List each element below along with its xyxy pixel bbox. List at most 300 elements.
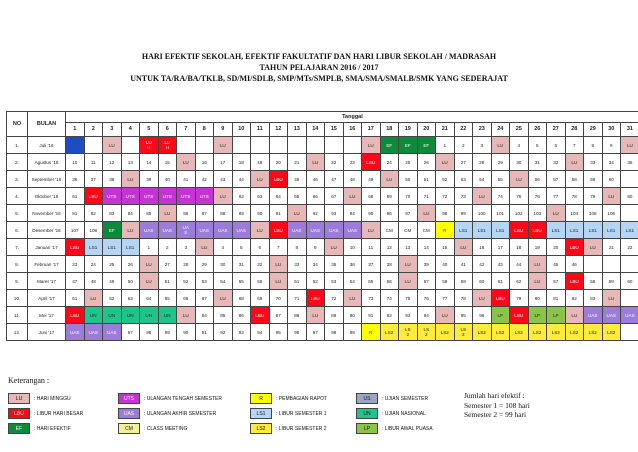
day-cell: 44 — [232, 171, 251, 188]
day-cell: EF — [417, 137, 436, 154]
day-cell: 40 — [158, 171, 177, 188]
day-cell: 106 — [602, 205, 621, 222]
day-cell: 2 — [454, 137, 473, 154]
day-cell: LU — [621, 137, 638, 154]
day-header: 4 — [121, 123, 140, 137]
day-cell: 19 — [528, 239, 547, 256]
day-cell: LS1 — [584, 222, 603, 239]
day-cell: 82 — [565, 290, 584, 307]
day-cell: UAS — [306, 222, 325, 239]
day-cell: 3 — [177, 239, 196, 256]
day-cell: UTS — [103, 188, 122, 205]
day-cell: 7 — [269, 239, 288, 256]
day-cell: EF — [103, 222, 122, 239]
day-cell: LU — [158, 205, 177, 222]
day-header: 9 — [214, 123, 233, 137]
day-cell: LU — [528, 256, 547, 273]
day-cell: 28 — [473, 154, 492, 171]
day-cell: 20 — [269, 154, 288, 171]
day-cell: LU — [325, 239, 344, 256]
day-cell: UAS — [343, 222, 362, 239]
day-cell: 75 — [399, 290, 418, 307]
day-cell: 58 — [565, 171, 584, 188]
day-cell: CM — [380, 222, 399, 239]
day-cell: LU — [214, 137, 233, 154]
table-row — [7, 188, 638, 205]
day-cell: 26 — [121, 256, 140, 273]
day-cell: 63 — [251, 188, 270, 205]
day-cell: 35 — [325, 256, 344, 273]
day-cell: 38 — [103, 171, 122, 188]
legend-item — [118, 423, 187, 434]
legend-swatch: UTS — [118, 393, 140, 404]
day-cell — [584, 256, 603, 273]
day-header: 24 — [491, 123, 510, 137]
day-cell: 60 — [602, 171, 621, 188]
day-cell: UN — [158, 307, 177, 324]
day-cell: LBU — [66, 239, 85, 256]
header-no: NO — [7, 112, 28, 137]
day-cell: 22 — [325, 154, 344, 171]
day-cell: LU — [251, 222, 270, 239]
day-header: 31 — [621, 123, 638, 137]
day-cell: 28 — [177, 256, 196, 273]
legend-swatch: LP — [356, 423, 378, 434]
day-cell: LU — [140, 273, 159, 290]
day-cell: 51 — [417, 171, 436, 188]
day-cell: LS2 — [602, 324, 621, 341]
day-cell — [621, 256, 638, 273]
month-name: Oktober '16 — [28, 188, 66, 205]
month-name: November '16 — [28, 205, 66, 222]
day-header: 6 — [158, 123, 177, 137]
day-header: 26 — [528, 123, 547, 137]
day-cell: 95 — [269, 324, 288, 341]
month-name: Agustus '16 — [28, 154, 66, 171]
legend-item — [356, 423, 433, 434]
day-cell: 9 — [602, 137, 621, 154]
day-cell: LS2 — [473, 324, 492, 341]
day-cell: LS1 — [491, 222, 510, 239]
row-number: 3. — [7, 171, 28, 188]
day-cell: R — [362, 324, 381, 341]
legend-swatch: UAS — [118, 408, 140, 419]
day-cell: 98 — [140, 324, 159, 341]
title-line-3: UNTUK TA/RA/BA/TKLB, SD/MI/SDLB, SMP/MTs/SMPLB, SMA/SMA/SMALB/SMK YANG SEDERAJAT — [130, 74, 508, 83]
day-cell: 31 — [528, 154, 547, 171]
day-cell: 46 — [306, 171, 325, 188]
summary-semester-2: Semester 2 = 99 hari — [464, 410, 527, 419]
day-cell — [602, 256, 621, 273]
day-cell: 79 — [510, 290, 529, 307]
day-cell: 4 — [214, 239, 233, 256]
day-cell: 52 — [306, 273, 325, 290]
legend-label: : PEMBAGIAN RAPOT — [276, 395, 328, 402]
day-cell: 27 — [158, 256, 177, 273]
day-cell: 11 — [84, 154, 103, 171]
day-cell: 48 — [343, 171, 362, 188]
day-cell: UAS — [288, 222, 307, 239]
day-cell: 29 — [491, 154, 510, 171]
legend-swatch: US — [356, 393, 378, 404]
day-cell: UTS — [140, 188, 159, 205]
day-cell: 58 — [584, 273, 603, 290]
table-row — [7, 154, 638, 171]
day-cell: 94 — [417, 307, 436, 324]
day-cell — [177, 137, 196, 154]
day-header: 2 — [84, 123, 103, 137]
day-cell: LS1 — [103, 239, 122, 256]
legend-item — [8, 408, 83, 419]
day-cell: 83 — [584, 290, 603, 307]
day-cell: 108 — [84, 222, 103, 239]
row-number: 8. — [7, 256, 28, 273]
day-cell: 86 — [232, 307, 251, 324]
day-cell: UAS — [103, 324, 122, 341]
day-header: 17 — [362, 123, 381, 137]
day-cell: LU — [528, 273, 547, 290]
day-cell: 65 — [158, 290, 177, 307]
day-cell: 3 — [473, 137, 492, 154]
day-cell: 54 — [343, 273, 362, 290]
legend-item — [118, 393, 222, 404]
day-cell — [121, 137, 140, 154]
day-cell: 6 — [251, 239, 270, 256]
day-cell: 84 — [195, 307, 214, 324]
day-header: 8 — [195, 123, 214, 137]
day-cell: 47 — [325, 171, 344, 188]
day-cell: LS2 — [436, 324, 455, 341]
day-cell: 43 — [214, 171, 233, 188]
day-cell: LU — [399, 256, 418, 273]
day-cell: LS1 — [547, 222, 566, 239]
day-cell: LU — [436, 154, 455, 171]
day-cell: LU — [454, 239, 473, 256]
day-cell: 42 — [473, 256, 492, 273]
day-cell: LS1 — [473, 222, 492, 239]
legend-label: : UJIAN SEMESTER — [382, 395, 429, 402]
day-cell: LU — [602, 290, 621, 307]
day-cell: 69 — [380, 188, 399, 205]
legend-swatch: LBU — [8, 408, 30, 419]
day-cell: 45 — [547, 256, 566, 273]
day-cell: LU — [362, 137, 381, 154]
day-cell: 63 — [121, 290, 140, 307]
day-cell: LU — [84, 290, 103, 307]
day-cell: 76 — [528, 188, 547, 205]
day-cell: 53 — [454, 171, 473, 188]
day-cell: UAS — [602, 307, 621, 324]
day-cell — [621, 171, 638, 188]
day-cell: 17 — [214, 154, 233, 171]
day-cell: 51 — [158, 273, 177, 290]
day-cell: 85 — [140, 205, 159, 222]
day-header: 29 — [584, 123, 603, 137]
day-cell: 57 — [547, 273, 566, 290]
day-header: 1 — [66, 123, 85, 137]
legend-label: : ULANGAN TENGAH SEMESTER — [144, 395, 222, 402]
day-cell: 53 — [195, 273, 214, 290]
day-cell: 66 — [177, 290, 196, 307]
day-cell: 12 — [103, 154, 122, 171]
day-cell: 70 — [269, 290, 288, 307]
day-cell: 96 — [473, 307, 492, 324]
row-number: 2. — [7, 154, 28, 171]
day-cell: 4 — [510, 137, 529, 154]
day-header: 19 — [399, 123, 418, 137]
day-cell: LP — [547, 307, 566, 324]
day-cell: 99 — [454, 205, 473, 222]
day-cell: LU — [177, 154, 196, 171]
day-cell: 81 — [547, 290, 566, 307]
day-cell: 55 — [491, 171, 510, 188]
day-cell: 59 — [454, 273, 473, 290]
day-cell — [195, 137, 214, 154]
day-cell: 12 — [380, 239, 399, 256]
day-cell: 107 — [66, 222, 85, 239]
day-cell: 93 — [399, 307, 418, 324]
day-cell: UAS — [66, 324, 85, 341]
day-cell: LU — [269, 256, 288, 273]
day-cell: 90 — [343, 307, 362, 324]
day-cell: UAS — [232, 222, 251, 239]
day-cell: 87 — [269, 307, 288, 324]
day-cell — [251, 137, 270, 154]
day-cell: 32 — [547, 154, 566, 171]
day-cell: LBU — [66, 307, 85, 324]
day-cell: LS2 — [491, 324, 510, 341]
header-bulan: BULAN — [28, 112, 66, 137]
day-cell: LU — [510, 171, 529, 188]
title-line-2: TAHUN PELAJARAN 2016 / 2017 — [259, 63, 379, 72]
day-cell: 99 — [158, 324, 177, 341]
day-cell: UN — [84, 307, 103, 324]
day-cell: 34 — [306, 256, 325, 273]
day-cell: 101 — [491, 205, 510, 222]
day-cell: LS1 — [565, 222, 584, 239]
day-cell: 86 — [177, 205, 196, 222]
day-cell: LU — [140, 256, 159, 273]
day-cell: 93 — [325, 205, 344, 222]
day-cell: LBU — [565, 273, 584, 290]
legend-item — [356, 408, 426, 419]
month-name: Desember '16 — [28, 222, 66, 239]
day-cell — [343, 137, 362, 154]
month-name: Maret '17 — [28, 273, 66, 290]
day-cell: LP — [491, 307, 510, 324]
day-cell: CM — [417, 222, 436, 239]
day-cell: LS2 — [547, 324, 566, 341]
day-cell: LBU — [251, 307, 270, 324]
legend-swatch: LS2 — [250, 423, 272, 434]
table-row — [7, 222, 638, 239]
day-cell: 46 — [565, 256, 584, 273]
day-cell: 37 — [362, 256, 381, 273]
day-cell: 61 — [66, 188, 85, 205]
day-cell: 41 — [454, 256, 473, 273]
day-cell: 91 — [195, 324, 214, 341]
day-cell: LS1 — [602, 222, 621, 239]
day-cell: LU — [251, 171, 270, 188]
legend-label: : LIBUR HARI BESAR — [34, 410, 84, 417]
day-cell: LU — [362, 222, 381, 239]
day-cell: 57 — [417, 273, 436, 290]
summary-semester-1: Semester 1 = 108 hari — [464, 400, 530, 410]
table-row — [7, 290, 638, 307]
day-cell: 69 — [251, 290, 270, 307]
day-cell: 80 — [528, 290, 547, 307]
day-cell: 103 — [528, 205, 547, 222]
day-header: 30 — [602, 123, 621, 137]
day-cell: LU — [343, 188, 362, 205]
day-cell: 77 — [436, 290, 455, 307]
day-cell: 67 — [325, 188, 344, 205]
row-number: 10. — [7, 290, 28, 307]
day-cell: LS1 — [84, 239, 103, 256]
day-cell: LP — [528, 307, 547, 324]
day-cell: CM — [399, 222, 418, 239]
day-cell: 59 — [584, 171, 603, 188]
month-name: Januari '17 — [28, 239, 66, 256]
day-cell: 71 — [417, 188, 436, 205]
day-cell: 54 — [214, 273, 233, 290]
day-cell: 91 — [269, 205, 288, 222]
day-cell: LS2 — [510, 324, 529, 341]
day-cell: 88 — [288, 307, 307, 324]
day-cell: LBU — [306, 290, 325, 307]
day-cell — [288, 137, 307, 154]
table-row — [7, 205, 638, 222]
day-cell: 96 — [380, 205, 399, 222]
day-cell — [232, 137, 251, 154]
day-cell: 97 — [399, 205, 418, 222]
day-cell: LU — [195, 239, 214, 256]
row-number: 1. — [7, 137, 28, 154]
day-cell: LBU — [565, 239, 584, 256]
day-cell: 83 — [103, 205, 122, 222]
day-cell: LU — [214, 188, 233, 205]
day-cell: 8 — [584, 137, 603, 154]
day-cell: 74 — [380, 290, 399, 307]
day-cell — [66, 137, 85, 154]
day-cell: 73 — [362, 290, 381, 307]
day-cell: 68 — [232, 290, 251, 307]
day-cell: 72 — [436, 188, 455, 205]
day-header: 27 — [547, 123, 566, 137]
day-cell: 54 — [473, 171, 492, 188]
day-cell: 72 — [325, 290, 344, 307]
month-name: Februari '17 — [28, 256, 66, 273]
day-cell: 59 — [602, 273, 621, 290]
day-cell: EF — [380, 137, 399, 154]
day-cell: LU — [306, 307, 325, 324]
day-cell: 94 — [343, 205, 362, 222]
day-cell: 100 — [473, 205, 492, 222]
day-cell: 9 — [306, 239, 325, 256]
day-cell: UAS — [140, 222, 159, 239]
day-cell: 35 — [621, 154, 638, 171]
day-cell: 55 — [232, 273, 251, 290]
day-cell: 91 — [362, 307, 381, 324]
day-cell: UAS — [195, 222, 214, 239]
day-cell: 52 — [177, 273, 196, 290]
day-header: 16 — [343, 123, 362, 137]
day-cell: 98 — [325, 324, 344, 341]
legend-label: : HARI EFEKTIF — [34, 425, 71, 432]
day-header: 23 — [473, 123, 492, 137]
day-cell: 55 — [362, 273, 381, 290]
legend-label: : LIBUR SEMESTER 1 — [276, 410, 327, 417]
day-cell: 61 — [66, 290, 85, 307]
day-cell: LU — [214, 290, 233, 307]
legend-label: : UJIAN NASIONAL — [382, 410, 426, 417]
day-cell: LU — [491, 137, 510, 154]
day-cell: LU — [436, 307, 455, 324]
day-header: 5 — [140, 123, 159, 137]
day-cell: LS2 — [380, 324, 399, 341]
day-header: 20 — [417, 123, 436, 137]
day-cell: 40 — [436, 256, 455, 273]
legend-label: : LIBUR SEMESTER 2 — [276, 425, 327, 432]
table-row — [7, 324, 638, 341]
day-cell: 10 — [343, 239, 362, 256]
day-cell: LU — [177, 307, 196, 324]
day-cell: 77 — [547, 188, 566, 205]
day-cell: UAS — [621, 307, 638, 324]
day-cell: 24 — [84, 256, 103, 273]
day-cell: LU — [565, 154, 584, 171]
day-cell: 57 — [547, 171, 566, 188]
day-header: 28 — [565, 123, 584, 137]
day-cell: LS2 — [584, 324, 603, 341]
day-cell: LS 2 — [399, 324, 418, 341]
day-cell: 84 — [121, 205, 140, 222]
day-cell: 14 — [417, 239, 436, 256]
day-cell: 20 — [547, 239, 566, 256]
day-cell: LBU — [510, 307, 529, 324]
legend-swatch: UN — [356, 408, 378, 419]
row-number: 9. — [7, 273, 28, 290]
day-cell: 16 — [195, 154, 214, 171]
day-cell: LU — [103, 137, 122, 154]
day-header: 12 — [269, 123, 288, 137]
day-cell: LS1 — [454, 222, 473, 239]
day-cell: 88 — [214, 205, 233, 222]
day-cell: LU — [473, 290, 492, 307]
day-cell: 67 — [195, 290, 214, 307]
legend-title: Keterangan : — [8, 376, 50, 385]
day-cell: LS1 — [621, 222, 638, 239]
row-number: 11. — [7, 307, 28, 324]
legend-swatch: EF — [8, 423, 30, 434]
day-cell: 10 — [66, 154, 85, 171]
day-cell: 1 — [140, 239, 159, 256]
day-header: 25 — [510, 123, 529, 137]
day-cell: 62 — [103, 290, 122, 307]
legend-swatch: LS1 — [250, 408, 272, 419]
day-cell: 89 — [232, 205, 251, 222]
day-cell: 38 — [380, 256, 399, 273]
day-cell: 49 — [103, 273, 122, 290]
day-cell — [306, 137, 325, 154]
day-cell: 62 — [232, 188, 251, 205]
day-cell: LBU — [84, 188, 103, 205]
day-cell: LS1 — [121, 239, 140, 256]
day-cell: 78 — [565, 188, 584, 205]
day-cell: 30 — [214, 256, 233, 273]
day-cell: 23 — [66, 256, 85, 273]
day-cell: 26 — [417, 154, 436, 171]
